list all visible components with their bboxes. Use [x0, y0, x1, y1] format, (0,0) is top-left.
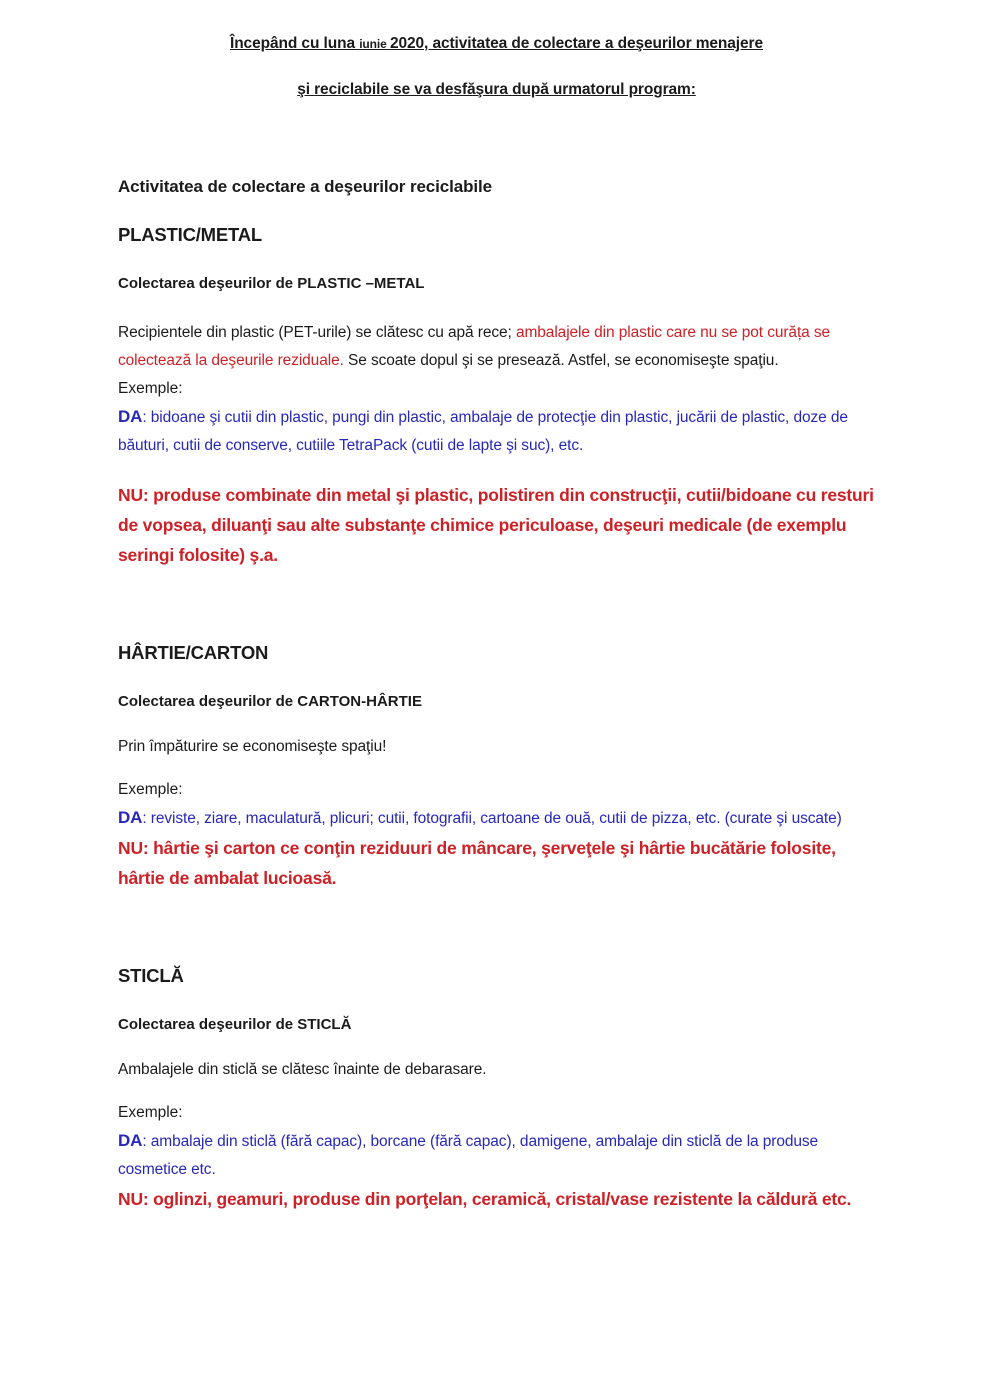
da-text-plastic: : bidoane şi cutii din plastic, pungi din plastic, ambalaje de protecţie din plastic, jucării de plastic, doze de băuturi, cutii de conserve, cutiile TetraPack (cutii de lapte şi suc), etc.: [118, 409, 848, 454]
plastic-text-black-2: Se scoate dopul şi se presează. Astfel, se economiseşte spaţiu.: [343, 352, 779, 369]
heading-sticla: STICLĂ: [118, 965, 184, 986]
paragraph-hartie-intro: Prin împăturire se economiseşte spaţiu!: [118, 738, 387, 755]
title-line1-part1: Începând cu luna: [229, 35, 360, 52]
title-line1-part2: 2020, activitatea de colectare a deşeurilor menajere: [389, 35, 763, 52]
nu-paragraph-plastic: NU: produse combinate din metal şi plastic, polistiren din construcţii, cutii/bidoane cu resturi de vopsea, diluanţi sau alte substanţe chimice periculoase, deşeuri medicale (de exemplu seringi folosite) ş.a.: [118, 485, 874, 565]
nu-paragraph-sticla: NU: oglinzi, geamuri, produse din porţelan, ceramică, cristal/vase rezistente la căldură etc.: [118, 1189, 852, 1209]
title-line1-small-month: iunie: [359, 37, 390, 51]
da-paragraph-plastic: [118, 403, 875, 460]
heading-hartie-carton: HÂRTIE/CARTON: [118, 642, 269, 663]
paragraph-plastic-intro: [118, 319, 875, 375]
subheading-hartie-carton: Colectarea deşeurilor de CARTON-HÂRTIE: [118, 693, 422, 710]
examples-label-plastic: Exemple:: [118, 380, 183, 397]
section-title: Activitatea de colectare a deşeurilor reciclabile: [118, 177, 493, 196]
document-title-line1: [118, 33, 875, 55]
plastic-text-black-1: Recipientele din plastic (PET-urile) se clătesc cu apă rece;: [118, 324, 516, 341]
da-label-sticla: DA: [118, 1131, 143, 1150]
examples-label-hartie: Exemple:: [118, 781, 183, 798]
da-label-hartie: DA: [118, 808, 143, 827]
subheading-plastic-metal: Colectarea deşeurilor de PLASTIC –METAL: [118, 275, 425, 292]
examples-label-sticla: Exemple:: [118, 1104, 183, 1121]
da-label-plastic: DA: [118, 407, 143, 426]
da-text-hartie: : reviste, ziare, maculatură, plicuri; cutii, fotografii, cartoane de ouă, cutii de pizza, etc. (curate şi uscate): [142, 810, 842, 827]
plastic-text-red: ambalajele din plastic care nu se pot curăța se colectează la deşeurile reziduale.: [118, 324, 831, 369]
da-text-sticla: : ambalaje din sticlă (fără capac), borcane (fără capac), damigene, ambalaje din sticlă de la produse cosmetice etc.: [118, 1133, 819, 1178]
subheading-sticla: Colectarea deşeurilor de STICLĂ: [118, 1016, 352, 1033]
nu-paragraph-hartie: NU: hârtie şi carton ce conţin reziduuri de mâncare, şerveţele şi hârtie bucătărie folosite, hârtie de ambalat lucioasă.: [118, 838, 836, 888]
da-paragraph-sticla: [118, 1127, 875, 1184]
da-paragraph-hartie: [118, 804, 875, 833]
heading-plastic-metal: PLASTIC/METAL: [118, 224, 263, 245]
document-title-line2: şi reciclabile se va desfăşura după urmatorul program:: [297, 81, 696, 98]
paragraph-sticla-intro: Ambalajele din sticlă se clătesc înainte de debarasare.: [118, 1061, 487, 1078]
